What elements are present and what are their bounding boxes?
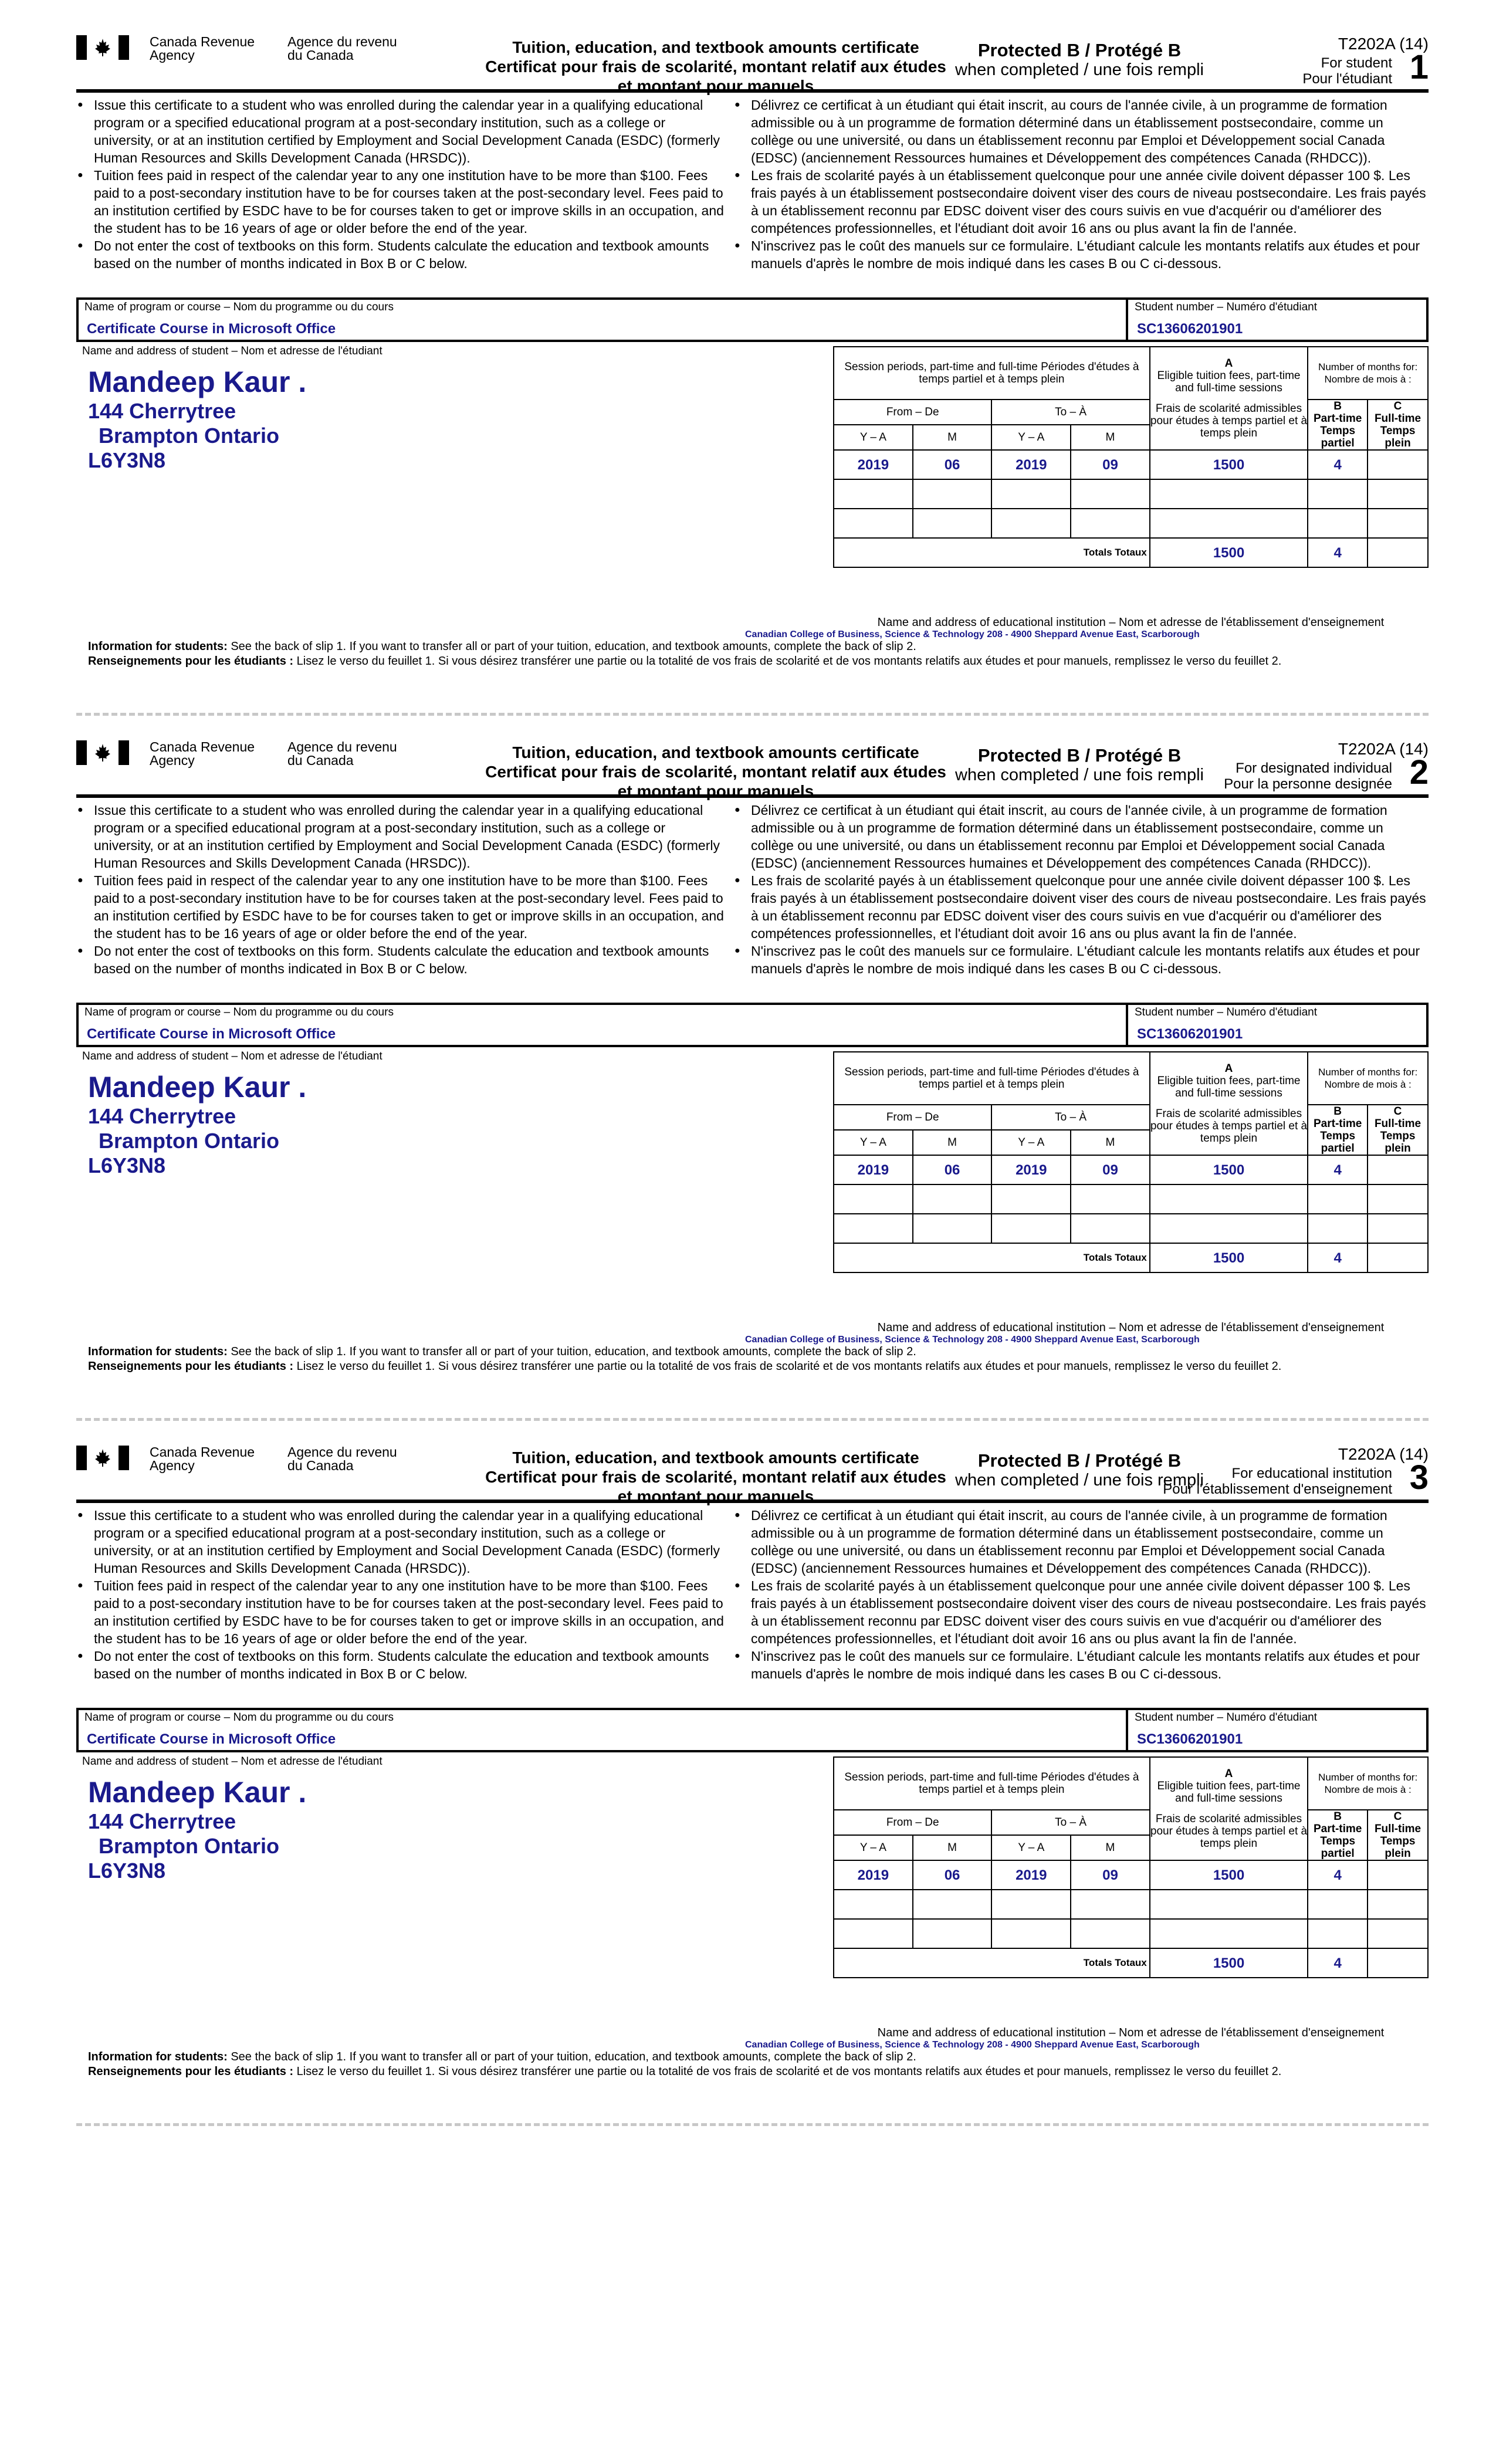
program-label: Name of program or course – Nom du programme ou du cours	[84, 301, 394, 313]
program-value: Certificate Course in Microsoft Office	[87, 321, 336, 337]
table-row	[834, 509, 1428, 538]
from-header: From – De	[834, 1105, 991, 1130]
protected-label: Protected B / Protégé B when completed / une fois rempli	[955, 1450, 1204, 1490]
from-header: From – De	[834, 400, 991, 425]
months-header: Number of months for: Nombre de mois à :	[1308, 347, 1428, 400]
months-header: Number of months for: Nombre de mois à :	[1308, 1052, 1428, 1105]
institution-value: Canadian College of Business, Science & Technology 208 - 4900 Sheppard Avenue East, Scarborough	[745, 2040, 1200, 2050]
cut-line	[76, 2123, 1429, 2126]
table-row: 2019 06 2019 09 1500 4	[834, 1860, 1428, 1890]
instruction-item: ● Délivrez ce certificat à un étudiant qui était inscrit, au cours de l'année civile, à un programme de formation admissible ou à un programme de formation déterminé dans un établissement postsecondaire, comme un collège ou une université, ou dans un établissement reconnu par Emploi et Développement social Canada (EDSC) (anciennement Ressources humaines et Développement des compétences Canada (RHDCC)).	[733, 1507, 1429, 1577]
session-periods-header: Session periods, part-time and full-time Périodes d'études à temps partiel et à temps plein	[834, 1757, 1150, 1810]
from-year-header: Y – A	[834, 1835, 913, 1860]
instruction-item: ● Tuition fees paid in respect of the calendar year to any one institution have to be more than $100. Fees paid to a post-secondary institution have to be for courses taken at the post-secondary level. Fees paid to an institution certified by ESDC have to be for courses taken to get or improve skills in an occupation, and the student has to be 16 years of age or older before the end of the year.	[76, 1577, 727, 1647]
box-c-header: C Full-time Temps plein	[1368, 1810, 1428, 1860]
header-rule	[76, 794, 1429, 798]
session-periods-header: Session periods, part-time and full-time Périodes d'études à temps partiel et à temps plein	[834, 347, 1150, 400]
student-number-label: Student number – Numéro d'étudiant	[1135, 1711, 1317, 1724]
copy-number: 3	[1409, 1458, 1429, 1497]
instruction-item: ● Issue this certificate to a student who was enrolled during the calendar year in a qualifying educational program or a specified educational program at a post-secondary institution, such as a college or university, or at an institution certified by Employment and Social Development Canada (ESDC) (formerly Human Resources and Skills Development Canada (HRSDC)).	[76, 96, 727, 167]
t2202a-slip-2	[76, 740, 1429, 1421]
box-a-header: A Eligible tuition fees, part-time and full-time sessions Frais de scolarité admissibles pour études à temps partiel et à temps plein	[1150, 347, 1308, 450]
student-name-label: Name and address of student – Nom et adresse de l'étudiant	[82, 1755, 383, 1768]
box-c-header: C Full-time Temps plein	[1368, 400, 1428, 450]
instructions-fr	[733, 96, 1429, 272]
box-a-header: A Eligible tuition fees, part-time and full-time sessions Frais de scolarité admissibles pour études à temps partiel et à temps plein	[1150, 1052, 1308, 1155]
student-address: 144 Cherrytree Brampton Ontario L6Y3N8	[88, 399, 280, 472]
instruction-item: ● Les frais de scolarité payés à un établissement quelconque pour une année civile doivent dépasser 100 $. Les frais payés à un établissement postsecondaire doivent viser des cours de niveau postsecondaire. Les frais payés à un établissement reconnu par EDSC doivent viser des cours suivis en vue d'acquérir ou d'améliorer des compétences professionnelles, et l'étudiant doit avoir 16 ans ou plus avant la fin de l'année.	[733, 872, 1429, 942]
agency-name-en: Canada Revenue Agency	[150, 1444, 255, 1473]
instruction-item: ● Tuition fees paid in respect of the calendar year to any one institution have to be more than $100. Fees paid to a post-secondary institution have to be for courses taken at the post-secondary level. Fees paid to an institution certified by ESDC have to be for courses taken to get or improve skills in an occupation, and the student has to be 16 years of age or older before the end of the year.	[76, 872, 727, 942]
from-year-header: Y – A	[834, 1130, 913, 1155]
instruction-item: ● Do not enter the cost of textbooks on this form. Students calculate the education and textbook amounts based on the number of months indicated in Box B or C below.	[76, 942, 727, 977]
info-for-students: Information for students: See the back of slip 1. If you want to transfer all or part of your tuition, education, and textbook amounts, complete the back of slip 2. Renseignements pour les étudiants : Lisez le verso du feuillet 1. Si vous désirez transférer une partie ou la totalité de vos frais de scolarité et de vos montants relatifs aux études et pour manuels, remplissez le verso du feuillet 2.	[88, 2050, 1282, 2078]
to-month-header: M	[1071, 425, 1150, 450]
instructions-fr	[733, 801, 1429, 977]
totals-row: Totals Totaux 1500 4	[834, 1948, 1428, 1978]
copy-recipient: For student Pour l'étudiant	[1302, 55, 1392, 87]
student-number-label: Student number – Numéro d'étudiant	[1135, 1006, 1317, 1018]
student-name: Mandeep Kaur .	[88, 1071, 307, 1104]
student-number-label: Student number – Numéro d'étudiant	[1135, 301, 1317, 313]
instruction-item: ● Issue this certificate to a student who was enrolled during the calendar year in a qualifying educational program or a specified educational program at a post-secondary institution, such as a college or university, or at an institution certified by Employment and Social Development Canada (ESDC) (formerly Human Resources and Skills Development Canada (HRSDC)).	[76, 801, 727, 872]
program-box	[76, 1003, 1429, 1047]
totals-row: Totals Totaux 1500 4	[834, 1243, 1428, 1272]
from-header: From – De	[834, 1810, 991, 1835]
agency-name-fr: Agence du revenu du Canada	[287, 739, 397, 768]
instruction-item: ● Délivrez ce certificat à un étudiant qui était inscrit, au cours de l'année civile, à un programme de formation admissible ou à un programme de formation déterminé dans un établissement postsecondaire, comme un collège ou une université, ou dans un établissement reconnu par Emploi et Développement social Canada (EDSC) (anciennement Ressources humaines et Développement des compétences Canada (RHDCC)).	[733, 801, 1429, 872]
instruction-item: ● Issue this certificate to a student who was enrolled during the calendar year in a qualifying educational program or a specified educational program at a post-secondary institution, such as a college or university, or at an institution certified by Employment and Social Development Canada (ESDC) (formerly Human Resources and Skills Development Canada (HRSDC)).	[76, 1507, 727, 1577]
canada-flag-icon	[76, 1446, 129, 1470]
student-number-value: SC13606201901	[1137, 321, 1243, 337]
protected-label: Protected B / Protégé B when completed / une fois rempli	[955, 40, 1204, 79]
program-box	[76, 297, 1429, 342]
copy-number: 1	[1409, 48, 1429, 86]
from-month-header: M	[913, 1835, 992, 1860]
student-name-label: Name and address of student – Nom et adresse de l'étudiant	[82, 345, 383, 357]
copy-recipient: For designated individual Pour la personne designée	[1224, 760, 1392, 792]
box-b-header: B Part-time Temps partiel	[1308, 1810, 1368, 1860]
table-row	[834, 1214, 1428, 1243]
instructions-fr	[733, 1507, 1429, 1683]
from-month-header: M	[913, 425, 992, 450]
cut-line	[76, 1418, 1429, 1421]
student-address: 144 Cherrytree Brampton Ontario L6Y3N8	[88, 1809, 280, 1883]
institution-value: Canadian College of Business, Science & Technology 208 - 4900 Sheppard Avenue East, Scarborough	[745, 1335, 1200, 1345]
instructions-en	[76, 96, 727, 272]
form-title: Tuition, education, and textbook amounts certificate Certificat pour frais de scolarité, montant relatif aux études et montant pour manuels	[485, 1448, 946, 1505]
session-periods-header: Session periods, part-time and full-time Périodes d'études à temps partiel et à temps plein	[834, 1052, 1150, 1105]
agency-name-en: Canada Revenue Agency	[150, 34, 255, 63]
program-label: Name of program or course – Nom du programme ou du cours	[84, 1006, 394, 1018]
table-row: 2019 06 2019 09 1500 4	[834, 450, 1428, 479]
table-row: 2019 06 2019 09 1500 4	[834, 1155, 1428, 1184]
instruction-item: ● Les frais de scolarité payés à un établissement quelconque pour une année civile doivent dépasser 100 $. Les frais payés à un établissement postsecondaire doivent viser des cours de niveau postsecondaire. Les frais payés à un établissement reconnu par EDSC doivent viser des cours suivis en vue d'acquérir ou d'améliorer des compétences professionnelles, et l'étudiant doit avoir 16 ans ou plus avant la fin de l'année.	[733, 1577, 1429, 1647]
cut-line	[76, 713, 1429, 716]
agency-name-fr: Agence du revenu du Canada	[287, 1444, 397, 1473]
to-month-header: M	[1071, 1130, 1150, 1155]
instruction-item: ● N'inscrivez pas le coût des manuels sur ce formulaire. L'étudiant calcule les montants relatifs aux études et pour manuels d'après le nombre de mois indiqué dans les cases B ou C ci-dessous.	[733, 942, 1429, 977]
instruction-item: ● Les frais de scolarité payés à un établissement quelconque pour une année civile doivent dépasser 100 $. Les frais payés à un établissement postsecondaire doivent viser des cours de niveau postsecondaire. Les frais payés à un établissement reconnu par EDSC doivent viser des cours suivis en vue d'acquérir ou d'améliorer des compétences professionnelles, et l'étudiant doit avoir 16 ans ou plus avant la fin de l'année.	[733, 167, 1429, 237]
institution-value: Canadian College of Business, Science & Technology 208 - 4900 Sheppard Avenue East, Scarborough	[745, 629, 1200, 639]
copy-number: 2	[1409, 753, 1429, 791]
student-number-value: SC13606201901	[1137, 1731, 1243, 1747]
info-for-students: Information for students: See the back of slip 1. If you want to transfer all or part of your tuition, education, and textbook amounts, complete the back of slip 2. Renseignements pour les étudiants : Lisez le verso du feuillet 1. Si vous désirez transférer une partie ou la totalité de vos frais de scolarité et de vos montants relatifs aux études et pour manuels, remplissez le verso du feuillet 2.	[88, 1345, 1282, 1373]
table-row	[834, 1919, 1428, 1948]
box-a-header: A Eligible tuition fees, part-time and full-time sessions Frais de scolarité admissibles pour études à temps partiel et à temps plein	[1150, 1757, 1308, 1860]
form-code: T2202A (14)	[1338, 740, 1429, 758]
instructions-en	[76, 1507, 727, 1683]
tuition-table	[833, 346, 1429, 568]
table-row	[834, 1184, 1428, 1214]
to-header: To – À	[991, 400, 1149, 425]
program-box	[76, 1708, 1429, 1752]
header-rule	[76, 89, 1429, 93]
instruction-item: ● Do not enter the cost of textbooks on this form. Students calculate the education and textbook amounts based on the number of months indicated in Box B or C below.	[76, 1647, 727, 1683]
program-value: Certificate Course in Microsoft Office	[87, 1026, 336, 1042]
to-header: To – À	[991, 1810, 1149, 1835]
form-title: Tuition, education, and textbook amounts certificate Certificat pour frais de scolarité, montant relatif aux études et montant pour manuels	[485, 743, 946, 800]
instruction-item: ● N'inscrivez pas le coût des manuels sur ce formulaire. L'étudiant calcule les montants relatifs aux études et pour manuels d'après le nombre de mois indiqué dans les cases B ou C ci-dessous.	[733, 1647, 1429, 1683]
institution-label: Name and address of educational institution – Nom et adresse de l'établissement d'enseignement	[877, 616, 1385, 629]
t2202a-slip-1	[76, 35, 1429, 716]
student-name: Mandeep Kaur .	[88, 1776, 307, 1809]
table-row	[834, 1890, 1428, 1919]
institution-label: Name and address of educational institution – Nom et adresse de l'établissement d'enseignement	[877, 1321, 1385, 1334]
form-title: Tuition, education, and textbook amounts certificate Certificat pour frais de scolarité, montant relatif aux études et montant pour manuels	[485, 38, 946, 95]
form-code: T2202A (14)	[1338, 35, 1429, 53]
agency-name-en: Canada Revenue Agency	[150, 739, 255, 768]
instructions-en	[76, 801, 727, 977]
program-label: Name of program or course – Nom du programme ou du cours	[84, 1711, 394, 1724]
months-header: Number of months for: Nombre de mois à :	[1308, 1757, 1428, 1810]
instruction-item: ● N'inscrivez pas le coût des manuels sur ce formulaire. L'étudiant calcule les montants relatifs aux études et pour manuels d'après le nombre de mois indiqué dans les cases B ou C ci-dessous.	[733, 237, 1429, 272]
protected-label: Protected B / Protégé B when completed / une fois rempli	[955, 745, 1204, 784]
to-year-header: Y – A	[991, 1835, 1071, 1860]
student-number-value: SC13606201901	[1137, 1026, 1243, 1042]
copy-recipient: For educational institution Pour l'établissement d'enseignement	[1163, 1465, 1392, 1497]
box-b-header: B Part-time Temps partiel	[1308, 1105, 1368, 1155]
tuition-table	[833, 1051, 1429, 1273]
tuition-table	[833, 1756, 1429, 1978]
student-name: Mandeep Kaur .	[88, 365, 307, 398]
instruction-item: ● Tuition fees paid in respect of the calendar year to any one institution have to be more than $100. Fees paid to a post-secondary institution have to be for courses taken at the post-secondary level. Fees paid to an institution certified by ESDC have to be for courses taken to get or improve skills in an occupation, and the student has to be 16 years of age or older before the end of the year.	[76, 167, 727, 237]
institution-label: Name and address of educational institution – Nom et adresse de l'établissement d'enseignement	[877, 2026, 1385, 2039]
to-year-header: Y – A	[991, 1130, 1071, 1155]
student-name-label: Name and address of student – Nom et adresse de l'étudiant	[82, 1050, 383, 1062]
agency-name-fr: Agence du revenu du Canada	[287, 34, 397, 63]
from-year-header: Y – A	[834, 425, 913, 450]
form-code: T2202A (14)	[1338, 1445, 1429, 1463]
student-address: 144 Cherrytree Brampton Ontario L6Y3N8	[88, 1104, 280, 1177]
instruction-item: ● Délivrez ce certificat à un étudiant qui était inscrit, au cours de l'année civile, à un programme de formation admissible ou à un programme de formation déterminé dans un établissement postsecondaire, comme un collège ou une université, ou dans un établissement reconnu par Emploi et Développement social Canada (EDSC) (anciennement Ressources humaines et Développement des compétences Canada (RHDCC)).	[733, 96, 1429, 167]
to-month-header: M	[1071, 1835, 1150, 1860]
box-c-header: C Full-time Temps plein	[1368, 1105, 1428, 1155]
canada-flag-icon	[76, 740, 129, 765]
box-b-header: B Part-time Temps partiel	[1308, 400, 1368, 450]
to-year-header: Y – A	[991, 425, 1071, 450]
t2202a-slip-3	[76, 1446, 1429, 2126]
from-month-header: M	[913, 1130, 992, 1155]
table-row	[834, 479, 1428, 509]
header-rule	[76, 1500, 1429, 1503]
instruction-item: ● Do not enter the cost of textbooks on this form. Students calculate the education and textbook amounts based on the number of months indicated in Box B or C below.	[76, 237, 727, 272]
totals-row: Totals Totaux 1500 4	[834, 538, 1428, 567]
to-header: To – À	[991, 1105, 1149, 1130]
program-value: Certificate Course in Microsoft Office	[87, 1731, 336, 1747]
canada-flag-icon	[76, 35, 129, 60]
info-for-students: Information for students: See the back of slip 1. If you want to transfer all or part of your tuition, education, and textbook amounts, complete the back of slip 2. Renseignements pour les étudiants : Lisez le verso du feuillet 1. Si vous désirez transférer une partie ou la totalité de vos frais de scolarité et de vos montants relatifs aux études et pour manuels, remplissez le verso du feuillet 2.	[88, 640, 1282, 668]
